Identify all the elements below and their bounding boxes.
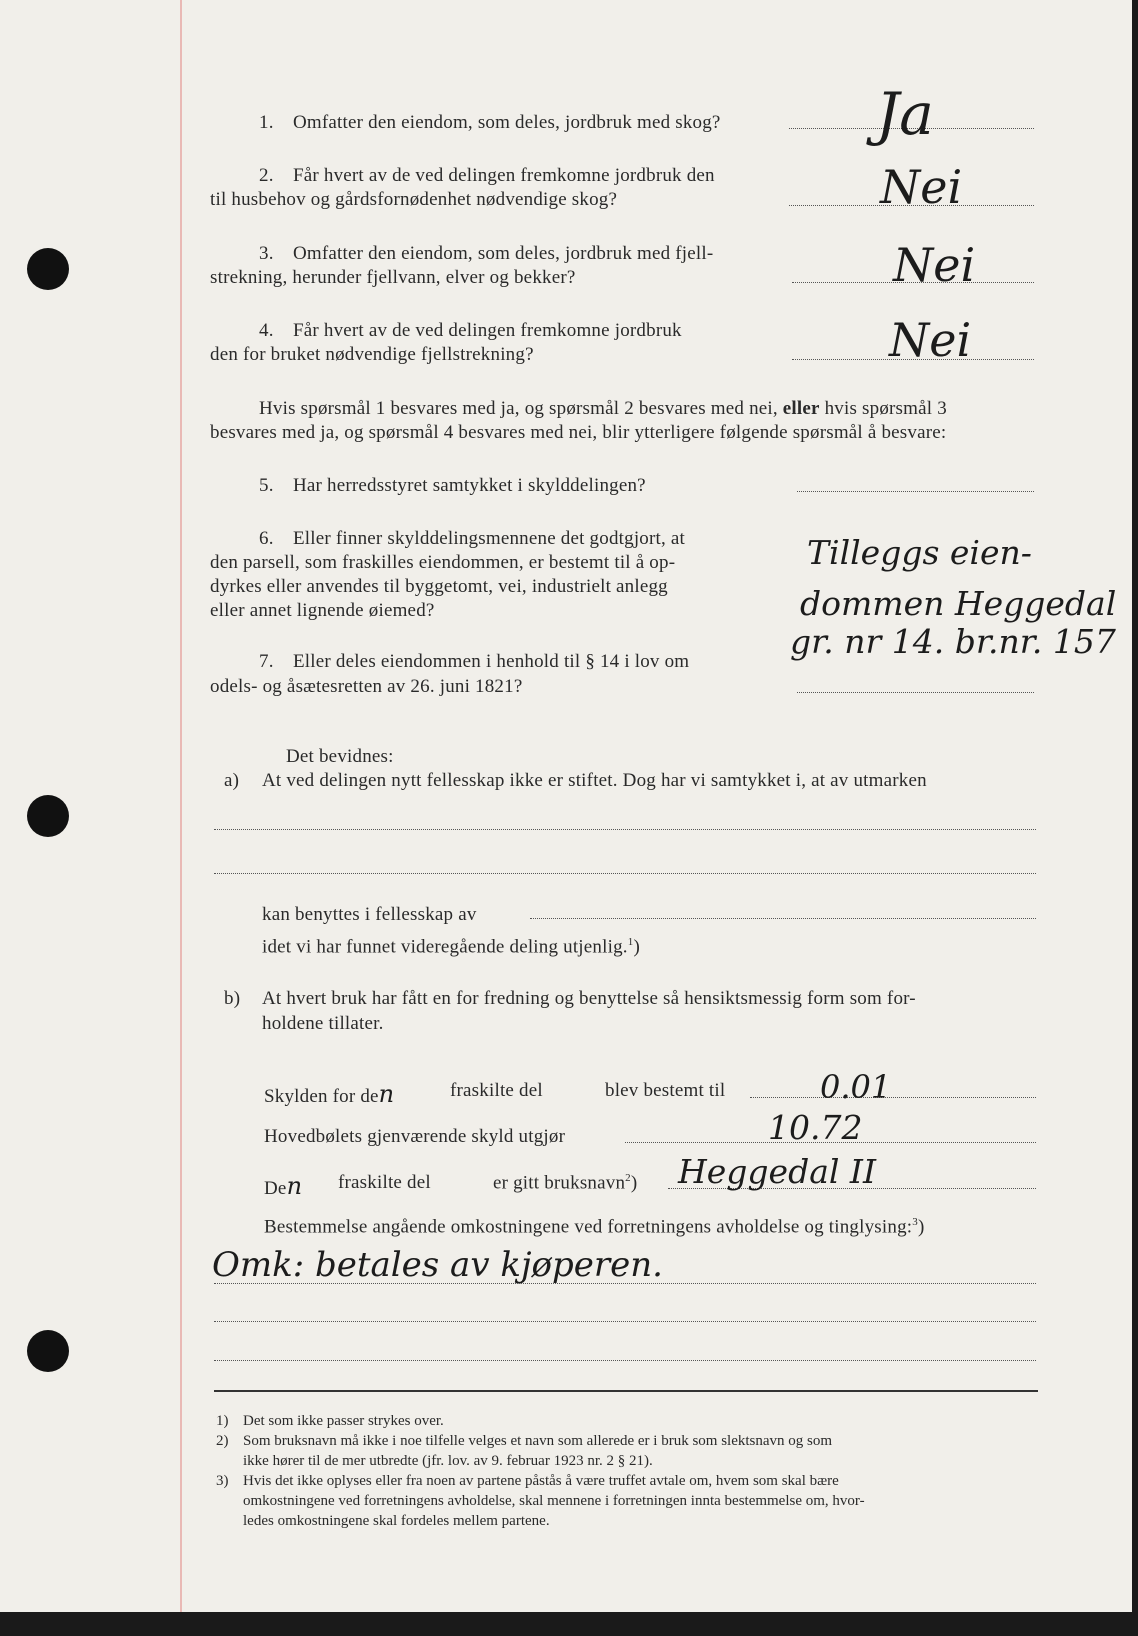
blank-line (214, 1321, 1036, 1322)
answer-line (750, 1097, 1036, 1098)
tax-line3-a: Den (264, 1172, 303, 1200)
q2-answer: Nei (880, 160, 963, 214)
q4-number: 4. (259, 320, 274, 341)
q4-text-line1: Får hvert av de ved delingen fremkomne jordbruk (293, 320, 682, 341)
punch-hole (27, 795, 69, 837)
q2-text-line2: til husbehov og gårdsfornødenhet nødvendige skog? (210, 189, 618, 210)
q3-number: 3. (259, 243, 274, 264)
certify-b-line1: At hvert bruk har fått en for fredning og benyttelse så hensiktsmessig form som for- (262, 988, 916, 1009)
footnote-1: Det som ikke passer strykes over. (243, 1413, 444, 1429)
answer-line (797, 692, 1034, 693)
tax-line1-c: blev bestemt til (605, 1080, 726, 1101)
footnote-divider (214, 1390, 1038, 1392)
q1-answer: Ja (876, 80, 934, 148)
blank-line (530, 918, 1036, 919)
q3-text-line2: strekning, herunder fjellvann, elver og bekker? (210, 267, 576, 288)
q6-answer-line3: gr. nr 14. br.nr. 157 (790, 622, 1116, 661)
tax-value1: 0.01 (820, 1068, 892, 1106)
footnote-3-line1: Hvis det ikke oplyses eller fra noen av partene påstås å være truffet avtale om, hvem som skal bære (243, 1473, 839, 1489)
certify-a-label: a) (224, 770, 240, 791)
q6-text-line1: Eller finner skylddelingsmennene det godtgjort, at (293, 528, 686, 549)
footnote-3-line3: ledes omkostningene skal fordeles mellem partene. (243, 1513, 550, 1529)
footnote-1-mark: 1) (216, 1413, 229, 1429)
tax-line3-c: er gitt bruksnavn$^2$) (493, 1172, 638, 1194)
q2-text-line1: Får hvert av de ved delingen fremkomne jordbruk den (293, 165, 715, 186)
footnote-2-line1: Som bruksnavn må ikke i noe tilfelle velges et navn som allerede er i bruk som slektsnavn og som (243, 1433, 833, 1449)
tax-line1-a: Skylden for den (264, 1080, 395, 1108)
tax-line2: Hovedbølets gjenværende skyld utgjør (264, 1126, 566, 1147)
certify-b-line2: holdene tillater. (262, 1013, 384, 1034)
q4-answer: Nei (889, 313, 972, 367)
conditional-line1: Hvis spørsmål 1 besvares med ja, og spørsmål 2 besvares med nei, eller hvis spørsmål 3 (259, 398, 947, 419)
tax-line1-b: fraskilte del (450, 1080, 543, 1101)
q6-text-line4: eller annet lignende øiemed? (210, 600, 435, 621)
q1-number: 1. (259, 112, 274, 133)
punch-hole (27, 1330, 69, 1372)
q6-answer-line1: Tilleggs eien- (807, 533, 1032, 572)
blank-line (214, 873, 1036, 874)
q6-text-line3: dyrkes eller anvendes til byggetomt, vei, industrielt anlegg (210, 576, 668, 597)
bruksnavn-answer: Heggedal II (678, 1152, 876, 1191)
q6-answer-line2: dommen Heggedal (800, 584, 1117, 623)
q5-text: Har herredsstyret samtykket i skylddelingen? (293, 475, 646, 496)
certify-a-text: At ved delingen nytt fellesskap ikke er stiftet. Dog har vi samtykket i, at av utmarken (262, 770, 927, 791)
red-margin-line (180, 0, 182, 1612)
blank-line (214, 1360, 1036, 1361)
tax-value2: 10.72 (768, 1108, 863, 1147)
q2-number: 2. (259, 165, 274, 186)
certify-heading: Det bevidnes: (286, 746, 394, 767)
footnote-3-line2: omkostningene ved forretningens avholdelse, skal mennene i forretningen innta bestemmelse om, hvor- (243, 1493, 865, 1509)
q7-text-line1: Eller deles eiendommen i henhold til § 14 i lov om (293, 651, 690, 672)
tax-line3-b: fraskilte del (338, 1172, 431, 1193)
certify-b-label: b) (224, 988, 241, 1009)
costs-heading: Bestemmelse angående omkostningene ved forretningens avholdelse og tinglysing:$^3$) (264, 1216, 925, 1238)
q7-number: 7. (259, 651, 274, 672)
answer-line (797, 491, 1034, 492)
q7-text-line2: odels- og åsætesretten av 26. juni 1821? (210, 676, 523, 697)
q1-text: Omfatter den eiendom, som deles, jordbruk med skog? (293, 112, 721, 133)
footnote-2-line2: ikke hører til de mer utbredte (jfr. lov. av 9. februar 1923 nr. 2 § 21). (243, 1453, 653, 1469)
footnote-2-mark: 2) (216, 1433, 229, 1449)
punch-hole (27, 248, 69, 290)
q3-text-line1: Omfatter den eiendom, som deles, jordbruk med fjell- (293, 243, 714, 264)
q5-number: 5. (259, 475, 274, 496)
blank-line (214, 1283, 1036, 1284)
q6-number: 6. (259, 528, 274, 549)
certify-a-common: kan benyttes i fellesskap av (262, 904, 477, 925)
conditional-line2: besvares med ja, og spørsmål 4 besvares med nei, blir ytterligere følgende spørsmål å besvare: (210, 422, 947, 443)
q4-text-line2: den for bruket nødvendige fjellstrekning? (210, 344, 534, 365)
certify-a-unneeded: idet vi har funnet videregående deling utjenlig.$^1$) (262, 936, 640, 958)
blank-line (214, 829, 1036, 830)
q3-answer: Nei (893, 238, 976, 292)
q6-text-line2: den parsell, som fraskilles eiendommen, er bestemt til å op- (210, 552, 676, 573)
footnote-3-mark: 3) (216, 1473, 229, 1489)
costs-answer: Omk: betales av kjøperen. (212, 1245, 663, 1285)
